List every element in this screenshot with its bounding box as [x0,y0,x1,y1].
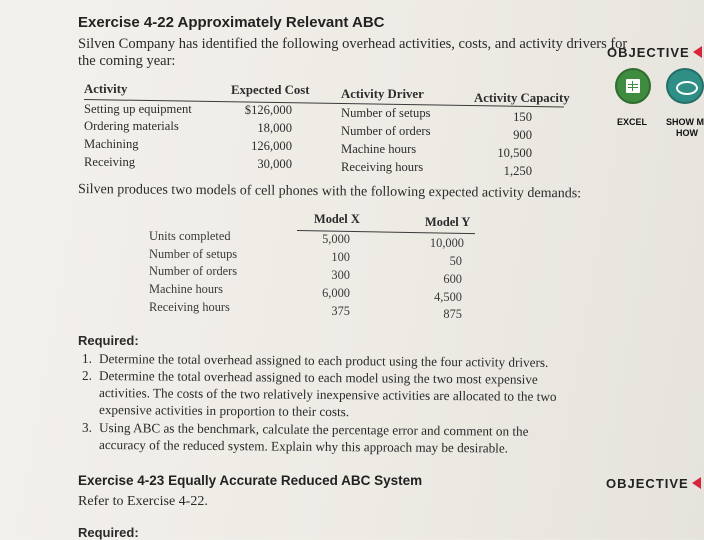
demand-model-x-value: 5,000 [322,232,350,246]
activity-cost: $126,000 [244,103,292,117]
required-heading: Required: [78,333,139,348]
activity-driver: Number of orders [341,124,431,138]
required-item-text: Using ABC as the benchmark, calculate the percentage error and comment on the [98,420,529,439]
demand-row-label: Receiving hours [149,300,230,314]
activity-cost: 30,000 [257,157,292,171]
col-header-activity-driver: Activity Driver [341,87,424,101]
demand-model-x-value: 100 [331,250,350,264]
required-item-text: activities. The costs of the two relatively inexpensive activities are allocated to the two [98,385,557,404]
activity-capacity: 1,250 [503,164,532,178]
required-item-text: accuracy of the reduced system. Explain why this approach may be desirable. [98,437,509,456]
exercise-intro: Refer to Exercise 4-22. [78,494,208,509]
excel-label: EXCEL [617,117,648,127]
demand-model-x-value: 375 [331,304,350,318]
demand-row-label: Number of orders [149,264,238,278]
show-me-how-label-line2: HOW [676,128,698,138]
activity-name: Setting up equipment [84,102,192,116]
demand-model-x-value: 6,000 [322,286,350,300]
exercise-title: Exercise 4-22 Approximately Relevant ABC [78,14,385,31]
activity-driver: Number of setups [341,106,431,120]
activity-name: Ordering materials [84,119,179,133]
col-header-model-y: Model Y [425,215,471,229]
demand-model-x-value: 300 [331,268,350,282]
objective-arrow-icon [693,46,702,58]
required-item-text: expensive activities in proportion to their costs. [98,402,350,420]
excel-icon[interactable] [615,68,651,104]
demand-row-label: Units completed [149,229,231,243]
activity-driver: Receiving hours [341,160,424,174]
demand-model-y-value: 10,000 [429,236,464,250]
show-me-how-label-line1: SHOW M [666,117,704,127]
demand-intro: Silven produces two models of cell phones with the following expected activity demands: [77,182,582,202]
demand-model-y-value: 50 [449,254,462,268]
col-header-expected-cost: Expected Cost [231,83,310,97]
exercise-intro-line1: Silven Company has identified the following overhead activities, costs, and activity drivers for [78,36,628,52]
objective-arrow-icon [692,477,701,489]
required-item-number: 3. [82,420,92,435]
demand-row-label: Machine hours [149,282,223,296]
activity-name: Receiving [84,155,136,169]
demand-model-y-value: 875 [443,307,462,321]
required-item-number: 2. [82,368,92,383]
col-header-model-x: Model X [314,212,360,226]
exercise-intro-line2: the coming year: [78,53,176,69]
activity-cost: 126,000 [251,139,292,153]
activity-cost: 18,000 [257,121,292,135]
activity-capacity: 10,500 [497,146,532,160]
objective-label: OBJECTIVE [606,476,689,491]
activity-capacity: 150 [513,110,532,124]
exercise-title: Exercise 4-23 Equally Accurate Reduced ABC System [78,473,423,488]
required-item-text: Determine the total overhead assigned to each model using the two most expensive [98,368,538,387]
required-item-number: 1. [82,351,92,366]
required-item-text: Determine the total overhead assigned to each product using the four activity drivers. [98,351,549,370]
required-heading: Required: [78,525,139,540]
show-me-how-icon[interactable] [666,68,704,104]
demand-row-label: Number of setups [149,247,238,261]
activity-driver: Machine hours [341,142,417,156]
demand-model-y-value: 4,500 [434,290,462,304]
activity-capacity: 900 [513,128,532,142]
demand-model-y-value: 600 [443,272,462,286]
col-header-activity-capacity: Activity Capacity [474,91,570,105]
activity-name: Machining [84,137,139,151]
col-header-activity: Activity [84,82,128,96]
objective-label: OBJECTIVE [607,45,690,60]
